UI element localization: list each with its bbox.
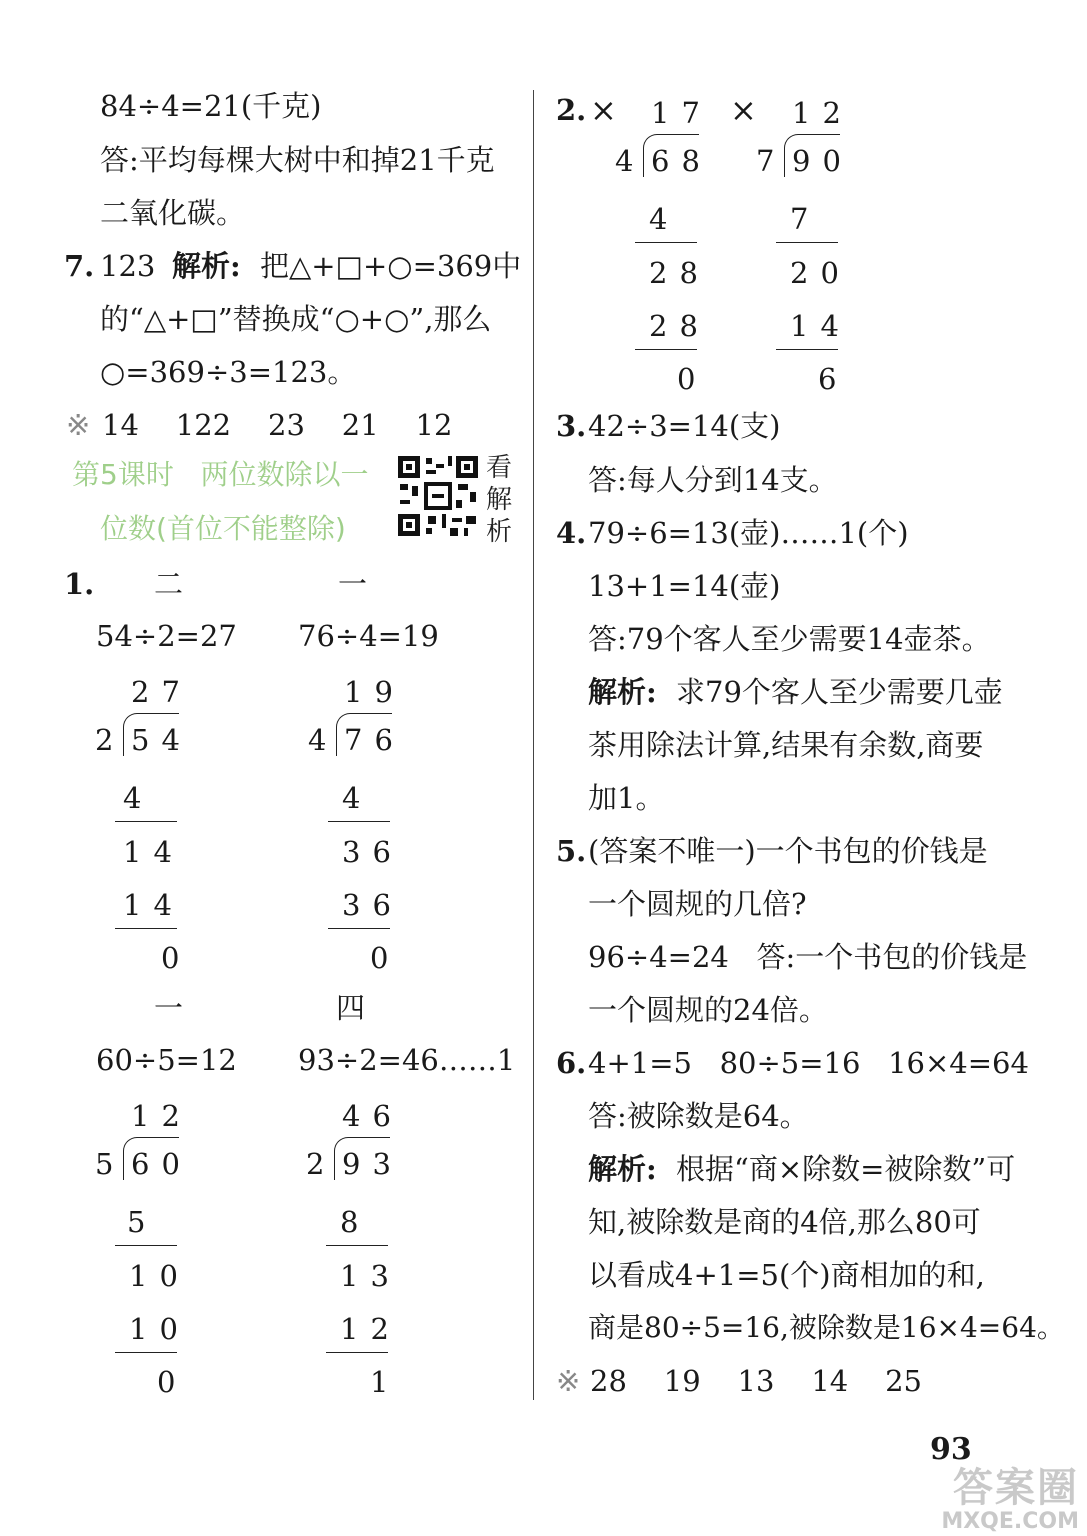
q5-line-3: 96÷4=24 答:一个书包的价钱是 <box>588 940 1028 974</box>
intro-line-2: 答:平均每棵大树中和掉21千克 <box>100 143 495 177</box>
q4-line-3: 答:79个客人至少需要14壶茶。 <box>588 622 991 656</box>
dividend: 68 <box>651 144 712 178</box>
step: 4 <box>649 202 680 236</box>
q4-analysis-label: 解析: <box>588 675 657 709</box>
q2-mark-b: × <box>730 91 757 129</box>
qr-label: 看 解 析 <box>486 453 513 547</box>
q5-line-1: (答案不唯一)一个书包的价钱是 <box>588 834 988 868</box>
rule <box>115 1245 177 1246</box>
section-title-line-1: 第5课时 两位数除以一 <box>72 458 369 491</box>
q1-header-a: 二 <box>154 567 184 601</box>
q3-line-2: 答:每人分到14支。 <box>588 463 838 497</box>
q6-line-1: 4+1=5 80÷5=16 16×4=64 <box>588 1046 1029 1080</box>
step: 8 <box>340 1205 371 1239</box>
q6-line-2: 答:被除数是64。 <box>588 1099 809 1133</box>
q5-line-2: 一个圆规的几倍? <box>588 887 807 921</box>
dividend: 54 <box>131 723 192 757</box>
remainder: 0 <box>161 941 192 975</box>
section-title-line-2: 位数(首位不能整除) <box>100 512 346 545</box>
step: 36 <box>342 888 403 922</box>
divisor: 2 <box>306 1147 325 1181</box>
intro-line-1: 84÷4=21(千克) <box>100 89 322 123</box>
quotient: 17 <box>651 96 712 130</box>
quotient: 46 <box>342 1099 403 1133</box>
q1-equation-a: 54÷2=27 <box>96 619 237 653</box>
q6-analysis-1: 根据“商×除数=被除数”可 <box>676 1152 1016 1186</box>
remainder: 1 <box>370 1365 401 1399</box>
q7-answer: 123 <box>100 249 156 283</box>
rule <box>115 821 177 822</box>
step: 10 <box>129 1312 190 1346</box>
watermark <box>941 1466 1079 1534</box>
step: 5 <box>127 1205 158 1239</box>
dividend: 60 <box>131 1147 192 1181</box>
step: 4 <box>342 781 373 815</box>
q7-line-2: 的“△+□”替换成“○+○”,那么 <box>100 302 492 336</box>
bonus-mark-left: ※ <box>66 408 91 442</box>
rule <box>326 1245 388 1246</box>
step: 10 <box>129 1259 190 1293</box>
rule <box>635 242 697 243</box>
remainder: 0 <box>157 1365 188 1399</box>
q1-header-c: 一 <box>154 991 184 1025</box>
q6-number: 6. <box>556 1046 587 1080</box>
step: 20 <box>790 256 851 290</box>
rule <box>776 349 838 350</box>
dividend: 93 <box>342 1147 403 1181</box>
rule <box>328 821 390 822</box>
remainder: 0 <box>370 941 401 975</box>
step: 14 <box>123 888 184 922</box>
rule <box>328 928 390 929</box>
q4-line-1: 79÷6=13(壶)……1(个) <box>588 516 909 550</box>
dividend: 76 <box>344 723 405 757</box>
q1-equation-b: 76÷4=19 <box>298 619 439 653</box>
q1-equation-d: 93÷2=46……1 <box>298 1043 516 1077</box>
q1-equation-c: 60÷5=12 <box>96 1043 237 1077</box>
step: 14 <box>123 835 184 869</box>
step: 13 <box>340 1259 401 1293</box>
q2-number: 2. <box>556 93 587 127</box>
rule <box>115 928 177 929</box>
bonus-values-right: 28 19 13 14 25 <box>590 1364 922 1398</box>
q1-header-b: 一 <box>338 567 368 601</box>
intro-line-3: 二氧化碳。 <box>100 196 246 230</box>
q3-line-1: 42÷3=14(支) <box>588 409 781 443</box>
quotient: 19 <box>344 675 405 709</box>
rule <box>776 242 838 243</box>
q6-analysis-label: 解析: <box>588 1152 657 1186</box>
rule <box>326 1352 388 1353</box>
step: 12 <box>340 1312 401 1346</box>
step: 14 <box>790 309 851 343</box>
dividend: 90 <box>792 144 853 178</box>
divisor: 4 <box>615 144 634 178</box>
divisor: 4 <box>308 723 327 757</box>
divisor: 5 <box>95 1147 114 1181</box>
bonus-mark-right: ※ <box>556 1364 581 1398</box>
bonus-values-left: 14 122 23 21 12 <box>102 408 453 442</box>
q6-analysis-2: 知,被除数是商的4倍,那么80可 <box>588 1205 981 1239</box>
q7-analysis-label: 解析: <box>172 249 241 283</box>
remainder: 6 <box>818 362 849 396</box>
q4-analysis-2: 茶用除法计算,结果有余数,商要 <box>588 728 984 762</box>
divisor: 2 <box>95 723 114 757</box>
q4-line-2: 13+1=14(壶) <box>588 569 781 603</box>
q7-line-1: 把△+□+○=369中 <box>260 249 522 283</box>
rule <box>635 349 697 350</box>
q6-analysis-4: 商是80÷5=16,被除数是16×4=64。 <box>588 1311 1065 1344</box>
q7-line-3: ○=369÷3=123。 <box>100 355 357 389</box>
q5-number: 5. <box>556 834 587 868</box>
step: 28 <box>649 309 710 343</box>
quotient: 27 <box>131 675 192 709</box>
q6-analysis-3: 以看成4+1=5(个)商相加的和, <box>588 1258 985 1292</box>
page-number: 93 <box>930 1432 972 1467</box>
q1-header-d: 四 <box>336 991 366 1025</box>
q2-mark-a: × <box>590 91 617 129</box>
quotient: 12 <box>131 1099 192 1133</box>
rule <box>115 1352 177 1353</box>
watermark-logo: 答案圈 <box>953 1465 1079 1511</box>
q5-line-4: 一个圆规的24倍。 <box>588 993 828 1027</box>
qr-code[interactable] <box>398 456 478 536</box>
step: 7 <box>790 202 821 236</box>
step: 4 <box>123 781 154 815</box>
q4-analysis-1: 求79个客人至少需要几壶 <box>676 675 1003 709</box>
watermark-url: MXQE.COM <box>941 1509 1079 1534</box>
remainder: 0 <box>677 362 708 396</box>
q1-number: 1. <box>64 567 95 601</box>
q3-number: 3. <box>556 409 587 443</box>
step: 28 <box>649 256 710 290</box>
q4-number: 4. <box>556 516 587 550</box>
quotient: 12 <box>792 96 853 130</box>
step: 36 <box>342 835 403 869</box>
q4-analysis-3: 加1。 <box>588 781 665 815</box>
column-divider <box>533 90 534 1400</box>
divisor: 7 <box>756 144 775 178</box>
q7-number: 7. <box>64 249 95 283</box>
